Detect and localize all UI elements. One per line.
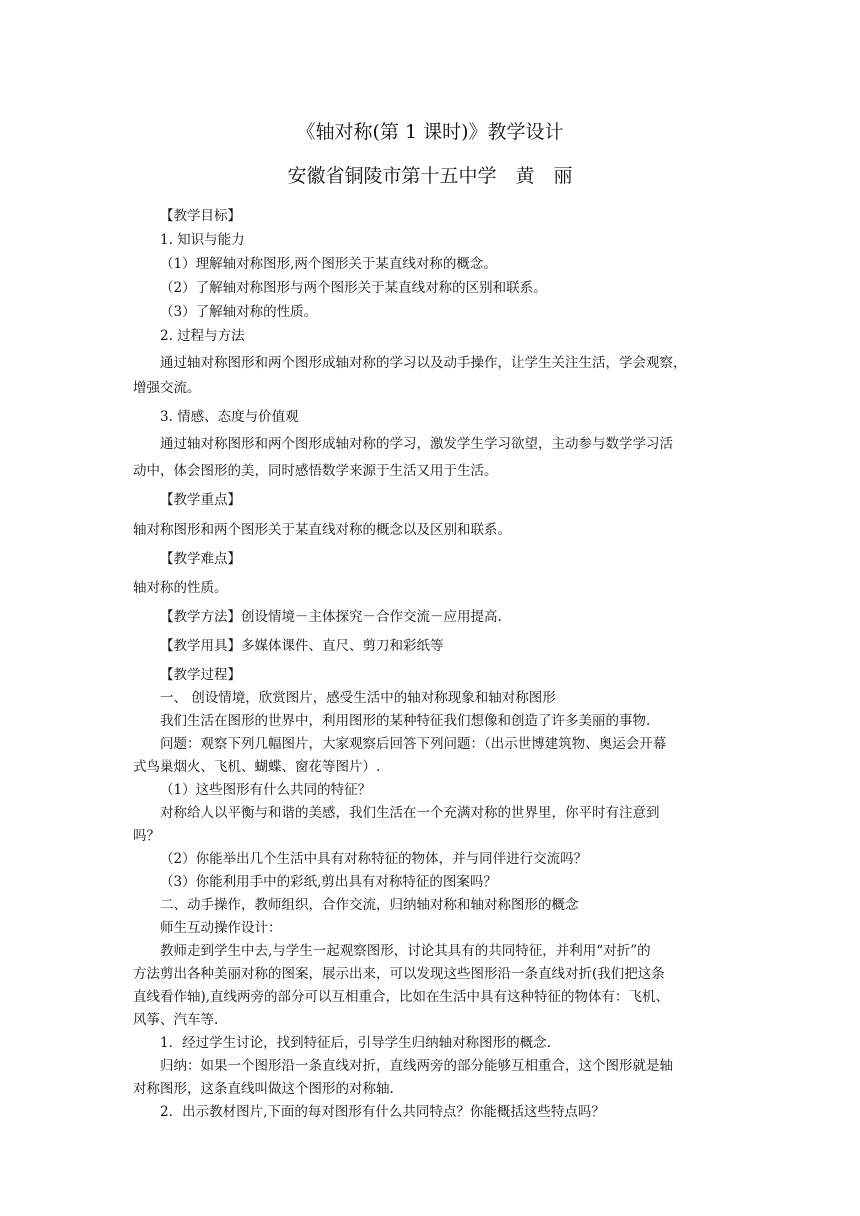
body-line: （2）你能举出几个生活中具有对称特征的物体，并与同伴进行交流吗？ [160,851,588,867]
body-line: 【教学方法】创设情境－主体探究－合作交流－应用提高. [160,609,502,625]
body-line: （2）了解轴对称图形与两个图形关于某直线对称的区别和联系。 [160,280,547,296]
body-line: （1）这些图形有什么共同的特征？ [160,782,372,798]
body-line: 增强交流。 [133,380,201,396]
body-line: 1. 知识与能力 [160,232,245,248]
body-line: 师生互动操作设计： [160,920,282,936]
body-line: 【教学重点】 [160,492,241,508]
body-line: 风筝、汽车等. [133,1012,219,1028]
body-line: 直线看作轴),直线两旁的部分可以互相重合，比如在生活中具有这种特征的物体有：飞机、 [133,989,670,1005]
body-line: 轴对称图形和两个图形关于某直线对称的概念以及区别和联系。 [133,522,511,538]
body-line: 教师走到学生中去,与学生一起观察图形，讨论其具有的共同特征，并利用“对折”的 [160,943,651,959]
body-line: 方法剪出各种美丽对称的图案，展示出来，可以发现这些图形沿一条直线对折(我们把这条 [133,966,665,982]
body-line: 吗？ [133,828,160,844]
body-line: 【教学难点】 [160,551,241,567]
body-line: 我们生活在图形的世界中，利用图形的某种特征我们想像和创造了许多美丽的事物. [160,713,651,729]
body-line: 归纳：如果一个图形沿一条直线对折，直线两旁的部分能够互相重合，这个图形就是轴 [160,1058,673,1074]
body-line: 对称给人以平衡与和谐的美感，我们生活在一个充满对称的世界里，你平时有注意到 [160,805,660,821]
body-line: 【教学目标】 [160,208,241,224]
document-title: 《轴对称(第 1 课时)》教学设计 [296,121,564,143]
body-line: 动中，体会图形的美，同时感悟数学来源于生活又用于生活。 [133,463,498,479]
body-line: 轴对称的性质。 [133,580,228,596]
body-line: （1）理解轴对称图形,两个图形关于某直线对称的概念。 [160,256,497,272]
body-line: 【教学过程】 [160,667,241,683]
body-line: 2．出示教材图片,下面的每对图形有什么共同特点？你能概括这些特点吗？ [160,1104,605,1120]
body-line: 对称图形，这条直线叫做这个图形的对称轴. [133,1081,394,1097]
body-line: 二、动手操作，教师组织，合作交流，归纳轴对称和轴对称图形的概念 [160,897,579,913]
body-line: 问题：观察下列几幅图片，大家观察后回答下列问题：（出示世博建筑物、奥运会开幕 [160,736,667,752]
author-line: 安徽省铜陵市第十五中学 黄 丽 [287,165,573,187]
body-line: （3）你能利用手中的彩纸,剪出具有对称特征的图案吗？ [160,874,497,890]
body-line: 通过轴对称图形和两个图形成轴对称的学习，激发学生学习欲望，主动参与数学学习活 [160,436,673,452]
body-line: （3）了解轴对称的性质。 [160,304,318,320]
body-line: 1．经过学生讨论，找到特征后，引导学生归纳轴对称图形的概念. [160,1035,551,1051]
body-line: 一、 创设情境，欣赏图片，感受生活中的轴对称现象和轴对称图形 [160,690,556,706]
body-line: 3. 情感、态度与价值观 [160,409,299,425]
body-line: 通过轴对称图形和两个图形成轴对称的学习以及动手操作，让学生关注生活，学会观察， [160,355,687,371]
body-line: 式鸟巢烟火、飞机、蝴蝶、窗花等图片）. [133,759,381,775]
body-line: 2. 过程与方法 [160,328,245,344]
body-line: 【教学用具】多媒体课件、直尺、剪刀和彩纸等 [160,638,444,654]
